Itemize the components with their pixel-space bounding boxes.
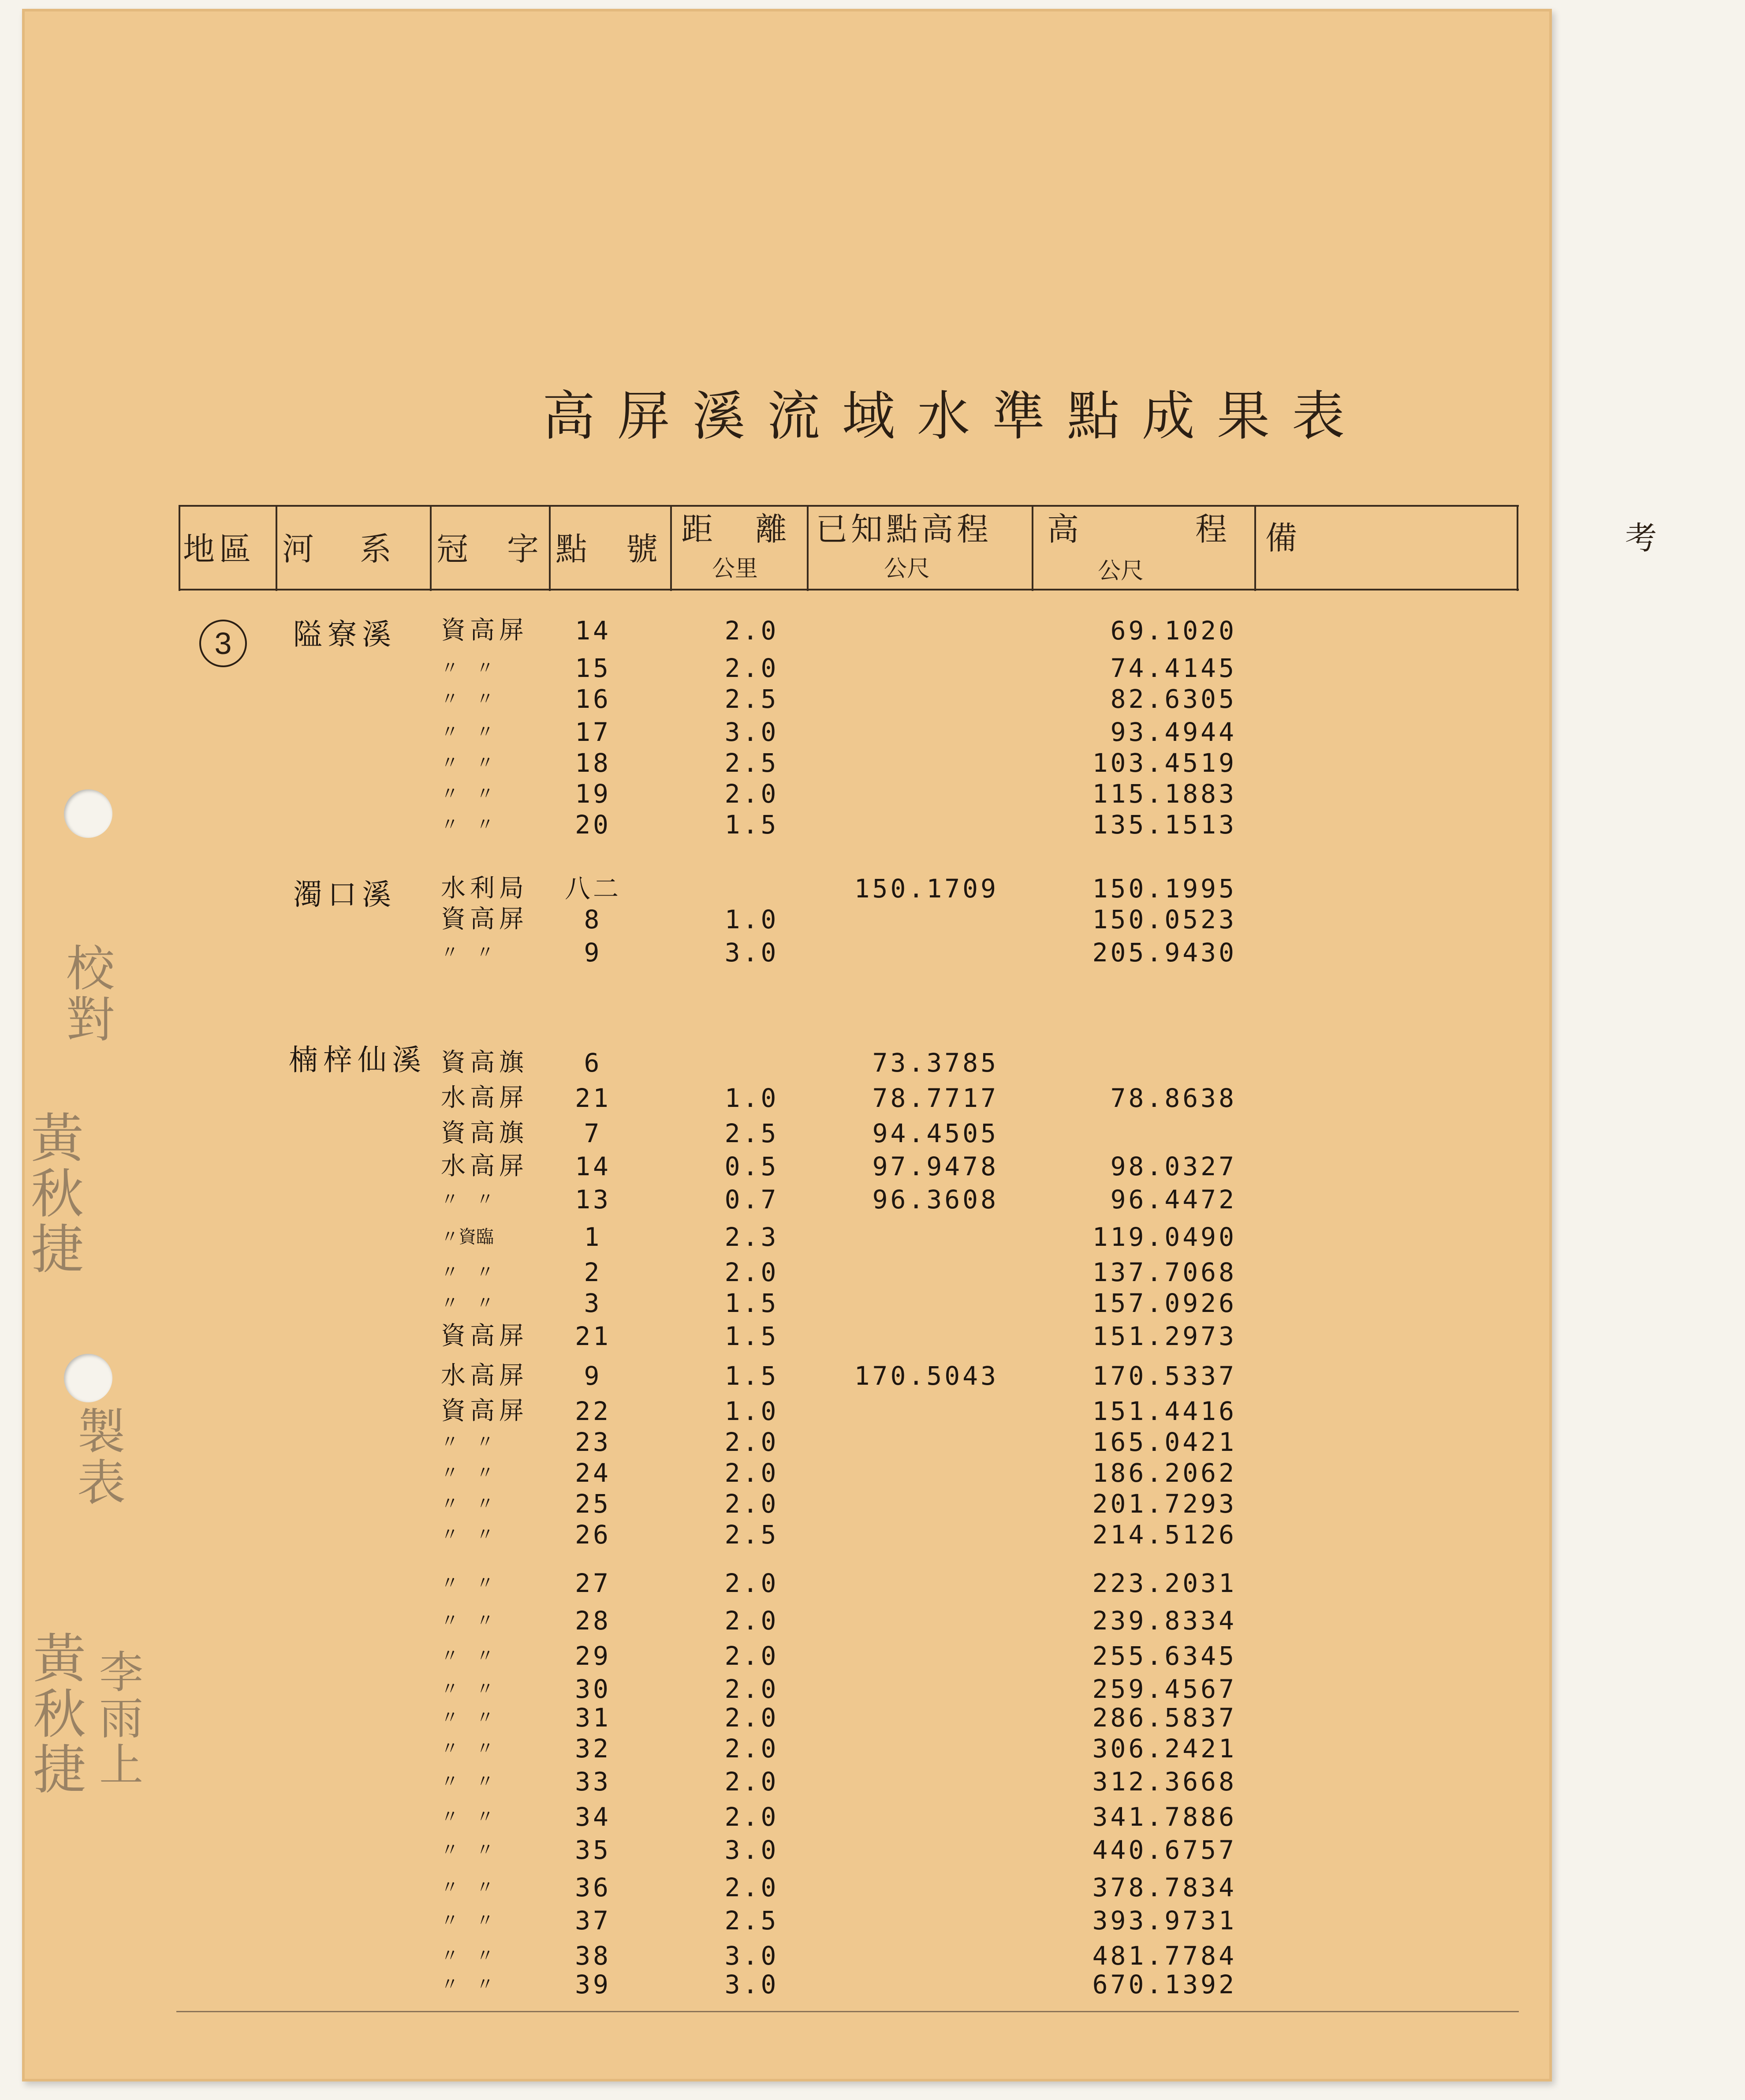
- cell-elev: 78.8638: [1110, 1083, 1237, 1113]
- cell-elev: 214.5126: [1092, 1520, 1237, 1550]
- cell-known: 97.9478: [872, 1151, 999, 1181]
- cell-prefix: 資高屏: [441, 1322, 528, 1350]
- cell-dist: 1.0: [724, 904, 779, 934]
- cell-prefix: 〃 〃: [441, 1708, 494, 1728]
- cell-dist: 1.0: [724, 1083, 779, 1113]
- cell-elev: 150.0523: [1092, 904, 1237, 934]
- cell-elev: 135.1513: [1092, 810, 1237, 840]
- cell-dist: 2.0: [724, 616, 779, 646]
- cell-point: 7: [584, 1118, 602, 1148]
- cell-dist: 2.0: [724, 1606, 779, 1636]
- cell-elev: 115.1883: [1092, 779, 1237, 809]
- cell-elev: 96.4472: [1110, 1185, 1237, 1214]
- cell-prefix: 〃 〃: [441, 1573, 494, 1593]
- col-rule-0: [179, 505, 180, 591]
- cell-prefix: 資高屏: [441, 616, 528, 645]
- cell-known: 150.1709: [854, 874, 999, 904]
- cell-point: 32: [575, 1734, 611, 1764]
- cell-elev: 93.4944: [1110, 717, 1237, 747]
- cell-dist: 2.0: [724, 1641, 779, 1671]
- cell-point: 1: [584, 1222, 602, 1252]
- cell-elev: 393.9731: [1092, 1906, 1237, 1936]
- cell-point: 14: [575, 616, 611, 646]
- cell-elev: 69.1020: [1110, 616, 1237, 646]
- cell-elev: 255.6345: [1092, 1641, 1237, 1671]
- region-number-badge: 3: [199, 620, 247, 667]
- cell-elev: 82.6305: [1110, 684, 1237, 714]
- cell-elev: 223.2031: [1092, 1568, 1237, 1598]
- cell-point: 15: [575, 653, 611, 683]
- cell-dist: 2.5: [724, 1906, 779, 1936]
- cell-prefix: 水高屏: [441, 1152, 528, 1181]
- cell-elev: 312.3668: [1092, 1767, 1237, 1797]
- cell-point: 28: [575, 1606, 611, 1636]
- cell-point: 19: [575, 779, 611, 809]
- cell-dist: 1.5: [724, 1361, 779, 1391]
- cell-elev: 306.2421: [1092, 1734, 1237, 1764]
- cell-dist: 2.3: [724, 1222, 779, 1252]
- river-name: 楠梓仙溪: [289, 1043, 426, 1077]
- cell-point: 八二: [564, 874, 621, 904]
- cell-point: 18: [575, 748, 611, 778]
- cell-prefix: 〃 〃: [441, 1910, 494, 1931]
- punch-hole-upper: [64, 789, 112, 838]
- cell-prefix: 資高屏: [441, 905, 528, 934]
- cell-prefix: 〃 〃: [441, 1494, 494, 1514]
- cell-point: 23: [575, 1427, 611, 1457]
- header-elevation-unit: 公尺: [1098, 558, 1144, 584]
- header-bottom-rule: [179, 589, 1519, 590]
- cell-dist: 2.0: [724, 1703, 779, 1733]
- cell-point: 20: [575, 810, 611, 840]
- cell-known: 78.7717: [872, 1083, 999, 1113]
- cell-prefix: 〃 〃: [441, 942, 494, 963]
- cell-prefix: 〃 〃: [441, 815, 494, 835]
- cell-prefix: 〃 〃: [441, 753, 494, 773]
- col-rule-6: [1032, 505, 1033, 591]
- cell-dist: 0.7: [724, 1185, 779, 1214]
- cell-dist: 3.0: [724, 938, 779, 968]
- cell-dist: 2.0: [724, 1734, 779, 1764]
- cell-point: 33: [575, 1767, 611, 1797]
- col-rule-2: [430, 505, 432, 591]
- header-prefix: 冠 字: [436, 531, 543, 568]
- cell-dist: 3.0: [724, 717, 779, 747]
- cell-dist: 2.0: [724, 1767, 779, 1797]
- cell-point: 29: [575, 1641, 611, 1671]
- cell-point: 6: [584, 1048, 602, 1078]
- river-name: 濁口溪: [293, 878, 396, 912]
- cell-elev: 440.6757: [1092, 1835, 1237, 1865]
- cell-dist: 2.0: [724, 1872, 779, 1902]
- cell-prefix: 〃 〃: [441, 1432, 494, 1452]
- cell-prefix: 〃 〃: [441, 1679, 494, 1699]
- cell-point: 22: [575, 1396, 611, 1426]
- cell-point: 24: [575, 1458, 611, 1488]
- cell-point: 16: [575, 684, 611, 714]
- cell-known: 170.5043: [854, 1361, 999, 1391]
- cell-prefix: 〃 〃: [441, 1189, 494, 1210]
- cell-point: 9: [584, 1361, 602, 1391]
- header-river: 河 系: [282, 531, 399, 568]
- cell-elev: 205.9430: [1092, 938, 1237, 968]
- cell-dist: 2.5: [724, 1520, 779, 1550]
- cell-dist: 2.0: [724, 779, 779, 809]
- cell-point: 27: [575, 1568, 611, 1598]
- header-point: 點 號: [556, 531, 662, 568]
- punch-hole-lower: [64, 1354, 112, 1402]
- margin-note-maker-label: 製表: [77, 1404, 126, 1511]
- table-bottom-rule: [176, 2011, 1519, 2012]
- cell-point: 17: [575, 717, 611, 747]
- margin-note-maker-name: 黃秋捷: [33, 1629, 86, 1801]
- cell-prefix: 〃 〃: [441, 1771, 494, 1792]
- cell-dist: 2.5: [724, 1118, 779, 1148]
- cell-prefix: 〃 〃: [441, 1877, 494, 1898]
- cell-prefix: 資高旗: [441, 1048, 528, 1077]
- cell-elev: 378.7834: [1092, 1872, 1237, 1902]
- cell-elev: 165.0421: [1092, 1427, 1237, 1457]
- cell-prefix: 〃 〃: [441, 1293, 494, 1313]
- table-top-rule: [179, 505, 1519, 507]
- header-elevation: 高 程: [1047, 511, 1245, 548]
- cell-dist: 1.5: [724, 1288, 779, 1318]
- cell-elev: 119.0490: [1092, 1222, 1237, 1252]
- cell-prefix: 〃 〃: [441, 1610, 494, 1631]
- page-title: 高屏溪流域水準點成果表: [542, 386, 1367, 447]
- cell-point: 2: [584, 1257, 602, 1287]
- cell-point: 31: [575, 1703, 611, 1733]
- cell-known: 94.4505: [872, 1118, 999, 1148]
- cell-dist: 2.0: [724, 653, 779, 683]
- cell-dist: 3.0: [724, 1941, 779, 1971]
- cell-point: 25: [575, 1489, 611, 1519]
- cell-elev: 150.1995: [1092, 874, 1237, 904]
- cell-prefix: 〃 〃: [441, 1525, 494, 1545]
- cell-prefix: 〃資臨: [441, 1227, 494, 1247]
- header-region: 地區: [183, 531, 256, 568]
- header-known-unit: 公尺: [884, 556, 930, 582]
- cell-point: 14: [575, 1151, 611, 1181]
- cell-elev: 137.7068: [1092, 1257, 1237, 1287]
- col-rule-5: [807, 505, 809, 591]
- cell-elev: 239.8334: [1092, 1606, 1237, 1636]
- cell-prefix: 〃 〃: [441, 722, 494, 742]
- cell-point: 13: [575, 1185, 611, 1214]
- header-known-elevation: 已知點高程: [816, 511, 992, 548]
- cell-dist: 2.0: [724, 1458, 779, 1488]
- cell-prefix: 〃 〃: [441, 1262, 494, 1282]
- cell-point: 36: [575, 1872, 611, 1902]
- cell-known: 73.3785: [872, 1048, 999, 1078]
- cell-elev: 201.7293: [1092, 1489, 1237, 1519]
- margin-note-check-label: 校對: [66, 941, 115, 1048]
- col-rule-4: [670, 505, 672, 591]
- cell-prefix: 資高旗: [441, 1119, 528, 1147]
- cell-dist: 2.0: [724, 1257, 779, 1287]
- header-distance-unit: 公里: [712, 556, 758, 582]
- cell-point: 21: [575, 1321, 611, 1351]
- cell-point: 26: [575, 1520, 611, 1550]
- cell-elev: 103.4519: [1092, 748, 1237, 778]
- cell-dist: 2.5: [724, 748, 779, 778]
- cell-dist: 2.0: [724, 1568, 779, 1598]
- cell-prefix: 水利局: [441, 874, 528, 903]
- cell-point: 21: [575, 1083, 611, 1113]
- cell-prefix: 〃 〃: [441, 689, 494, 709]
- cell-point: 37: [575, 1906, 611, 1936]
- cell-elev: 286.5837: [1092, 1703, 1237, 1733]
- cell-dist: 3.0: [724, 1835, 779, 1865]
- header-distance: 距 離: [681, 511, 793, 548]
- cell-prefix: 〃 〃: [441, 1840, 494, 1860]
- cell-prefix: 水高屏: [441, 1084, 528, 1112]
- cell-prefix: 〃 〃: [441, 1974, 494, 1995]
- cell-dist: 2.5: [724, 684, 779, 714]
- cell-point: 39: [575, 1969, 611, 1999]
- cell-dist: 3.0: [724, 1969, 779, 1999]
- cell-elev: 74.4145: [1110, 653, 1237, 683]
- cell-elev: 98.0327: [1110, 1151, 1237, 1181]
- cell-elev: 151.2973: [1092, 1321, 1237, 1351]
- col-rule-1: [276, 505, 277, 591]
- cell-prefix: 〃 〃: [441, 1738, 494, 1759]
- cell-prefix: 〃 〃: [441, 1946, 494, 1966]
- cell-point: 30: [575, 1674, 611, 1704]
- cell-dist: 1.0: [724, 1396, 779, 1426]
- cell-prefix: 〃 〃: [441, 658, 494, 678]
- cell-dist: 0.5: [724, 1151, 779, 1181]
- cell-dist: 2.0: [724, 1427, 779, 1457]
- cell-prefix: 水高屏: [441, 1361, 528, 1390]
- cell-point: 8: [584, 904, 602, 934]
- cell-known: 96.3608: [872, 1185, 999, 1214]
- margin-note-other-name: 李雨上: [99, 1647, 143, 1791]
- cell-dist: 1.5: [724, 1321, 779, 1351]
- cell-point: 38: [575, 1941, 611, 1971]
- col-rule-3: [549, 505, 551, 591]
- cell-elev: 670.1392: [1092, 1969, 1237, 1999]
- cell-prefix: 〃 〃: [441, 1463, 494, 1483]
- cell-elev: 170.5337: [1092, 1361, 1237, 1391]
- cell-point: 35: [575, 1835, 611, 1865]
- cell-point: 3: [584, 1288, 602, 1318]
- margin-note-checker-name: 黃秋捷: [31, 1108, 84, 1281]
- cell-elev: 151.4416: [1092, 1396, 1237, 1426]
- cell-dist: 2.0: [724, 1674, 779, 1704]
- cell-elev: 186.2062: [1092, 1458, 1237, 1488]
- cell-point: 34: [575, 1802, 611, 1832]
- cell-point: 9: [584, 938, 602, 968]
- cell-prefix: 〃 〃: [441, 1646, 494, 1666]
- cell-elev: 341.7886: [1092, 1802, 1237, 1832]
- cell-elev: 157.0926: [1092, 1288, 1237, 1318]
- cell-prefix: 〃 〃: [441, 784, 494, 804]
- cell-prefix: 資高屏: [441, 1397, 528, 1425]
- cell-elev: 259.4567: [1092, 1674, 1237, 1704]
- cell-elev: 481.7784: [1092, 1941, 1237, 1971]
- cell-dist: 1.5: [724, 810, 779, 840]
- river-name: 隘寮溪: [293, 617, 396, 651]
- cell-dist: 2.0: [724, 1802, 779, 1832]
- paper-sheet: [22, 9, 1552, 2081]
- header-remarks: 備 考: [1265, 519, 1745, 557]
- col-rule-7: [1254, 505, 1256, 591]
- cell-prefix: 〃 〃: [441, 1807, 494, 1827]
- cell-dist: 2.0: [724, 1489, 779, 1519]
